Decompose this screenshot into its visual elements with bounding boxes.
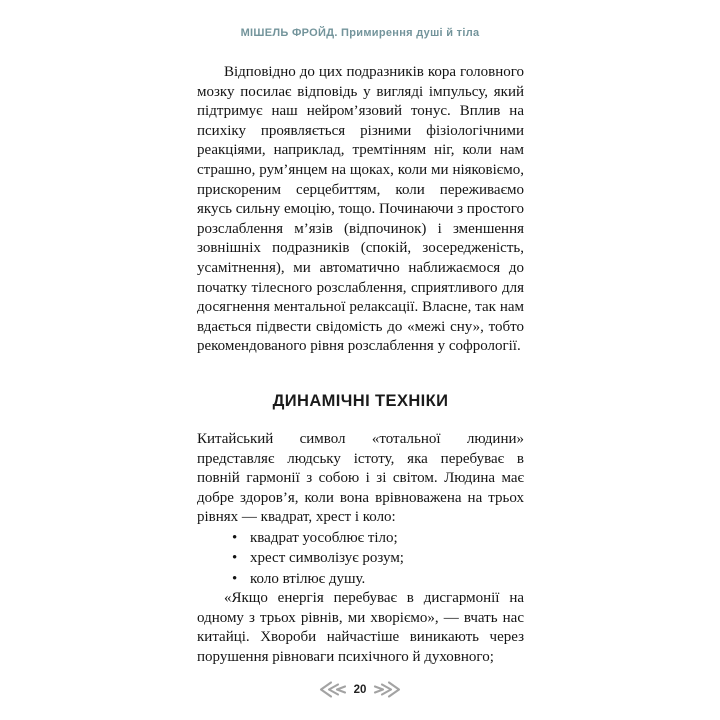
right-flourish-icon <box>373 681 401 698</box>
list-item: • квадрат уособлює тіло; <box>197 528 524 548</box>
page-footer <box>0 681 720 698</box>
list-item: • коло втілює душу. <box>197 569 524 589</box>
paragraph-physiology: Відповідно до цих подразників кора головного мозку посилає відповідь у вигляді імпульсу, який підтримує наш нейром’язовий тонус. Вплив на психіку проявляється різними фізіологічними реакціями, наприклад, тремтінням ніг, коли нам страшно, рум’янцем на щоках, коли ми ніяковіємо, прискореним серцебиттям, коли переживаємо якусь сильну емоцію, тощо. Починаючи з простого розслаблення м’язів (відпочинок) і зменшення зовнішніх подразників (спокій, зосередженість, усамітнення), ми автоматично наближаємося до початку тілесного розслаблення, сприятливого для досягнення ментальної релаксації. Власне, так нам вдається підвести свідомість до «межі сну», тобто рекомендованого рівня розслаблення у софрології. <box>197 64 524 355</box>
list-item: • хрест символізує розум; <box>197 548 524 568</box>
running-title: МІШЕЛЬ ФРОЙД. Примирення душі й тіла <box>240 27 480 39</box>
section-heading-dynamic-techniques: ДИНАМІЧНІ ТЕХНІКИ <box>272 391 449 410</box>
page-number: 20 <box>353 683 367 696</box>
left-flourish-icon <box>319 681 347 698</box>
paragraph-energy-disharmony: «Якщо енергія перебуває в дисгармонії на одному з трьох рівнів, ми хворіємо», — вчать нас китайці. Хвороби найчастіше виникають через порушення рівноваги психічного й духовного; <box>197 590 524 665</box>
page-content <box>197 63 524 667</box>
symbol-bullet-list <box>197 528 524 589</box>
paragraph-chinese-symbol: Китайський символ «тотальної людини» представляє людську істоту, яка перебуває в повній гармонії з собою і зі світом. Людина має добре здоров’я, коли вона врівноважена на трьох рівнях — квадрат, хрест і коло: <box>197 430 524 526</box>
